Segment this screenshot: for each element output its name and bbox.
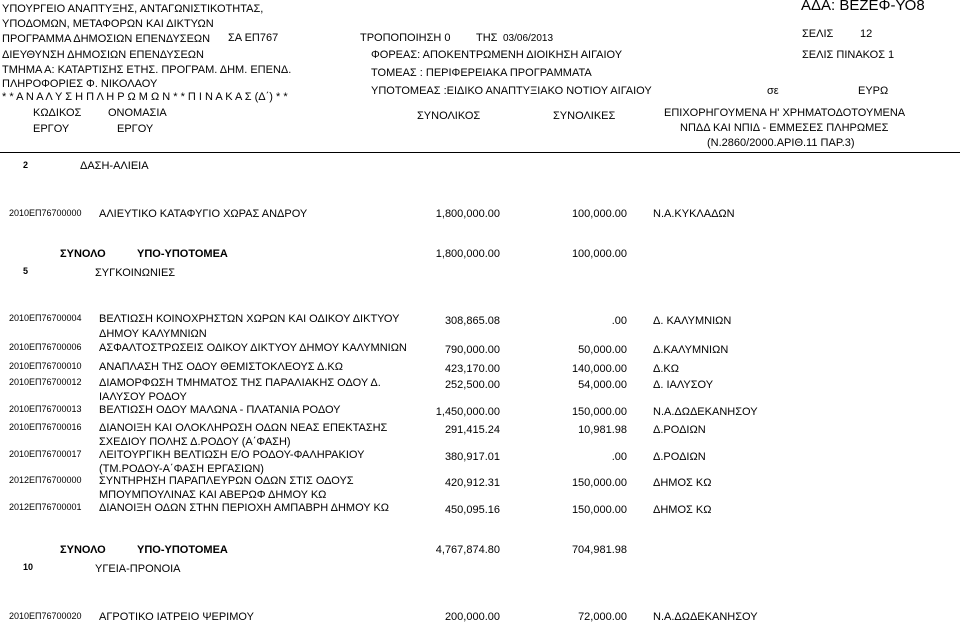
col-code-2: ΕΡΓΟΥ bbox=[33, 123, 70, 135]
row-total: 291,415.24 bbox=[444, 424, 500, 436]
section-number: 2 bbox=[23, 160, 29, 170]
row-code: 2010ΕΠ76700020 bbox=[9, 611, 82, 621]
col-name-1: ΟΝΟΜΑΣΙΑ bbox=[108, 107, 167, 119]
row-total: 200,000.00 bbox=[444, 611, 500, 623]
row-total: 252,500.00 bbox=[444, 379, 500, 391]
ministry-line-5: ΤΜΗΜΑ Α: ΚΑΤΑΡΤΙΣΗΣ ΕΤΗΣ. ΠΡΟΓΡΑΜ. ΔΗΜ. ΕΠΕΝΔ. bbox=[2, 64, 292, 76]
row-name: ΔΙΑΝΟΙΞΗ ΚΑΙ ΟΛΟΚΛΗΡΩΣΗ ΟΔΩΝ ΝΕΑΣ ΕΠΕΚΤΑΣΗΣ bbox=[99, 422, 388, 434]
row-payments: 10,981.98 bbox=[578, 424, 627, 436]
col-funded-1: ΕΠΙΧΟΡΗΓΟΥΜΕΝΑ Η' ΧΡΗΜΑΤΟΔΟΤΟΥΜΕΝΑ bbox=[664, 107, 906, 119]
row-name: ΛΕΙΤΟΥΡΓΙΚΗ ΒΕΛΤΙΩΣΗ Ε/Ο ΡΟΔΟΥ-ΦΑΛΗΡΑΚΙΟΥ bbox=[99, 449, 365, 461]
row-name: ΒΕΛΤΙΩΣΗ ΟΔΟΥ ΜΑΛΩΝΑ - ΠΛΑΤΑΝΙΑ ΡΟΔΟΥ bbox=[99, 404, 341, 416]
analysis-line: * * Α Ν Α Λ Υ Σ Η Π Λ Η Ρ Ω Μ Ω Ν * * Π Ι Ν Α Κ Α Σ (Δ΄) * * bbox=[2, 91, 288, 103]
row-name-cont: (ΤΜ.ΡΟΔΟΥ-Α΄ΦΑΣΗ ΕΡΓΑΣΙΩΝ) bbox=[99, 463, 264, 475]
row-payments: 50,000.00 bbox=[578, 344, 627, 356]
row-code: 2010ΕΠ76700010 bbox=[9, 361, 82, 371]
sa-code: ΣΑ ΕΠ767 bbox=[228, 32, 279, 44]
row-total: 420,912.31 bbox=[444, 477, 500, 489]
table-page-label: ΣΕΛΙΣ ΠΙΝΑΚΟΣ bbox=[802, 49, 886, 61]
row-code: 2012ΕΠ76700001 bbox=[9, 502, 82, 512]
row-total: 450,095.16 bbox=[444, 504, 500, 516]
ypotomeas-line: ΥΠΟΤΟΜΕΑΣ :ΕΙΔΙΚΟ ΑΝΑΠΤΥΞΙΑΚΟ ΝΟΤΙΟΥ ΑΙΓΑΙΟΥ bbox=[371, 85, 652, 97]
units-prefix: σε bbox=[767, 85, 779, 97]
ada-stamp: ΑΔΑ: ΒΕΖΕΦ-ΥΟ8 bbox=[801, 0, 925, 14]
sum-label: ΣΥΝΟΛΟ bbox=[60, 544, 106, 556]
row-beneficiary: Δ.ΡΟΔΙΩΝ bbox=[653, 424, 706, 436]
row-name: ΣΥΝΤΗΡΗΣΗ ΠΑΡΑΠΛΕΥΡΩΝ ΟΔΩΝ ΣΤΙΣ ΟΔΟΥΣ bbox=[99, 475, 354, 487]
sum-payments: 704,981.98 bbox=[571, 544, 627, 556]
col-name-2: ΕΡΓΟΥ bbox=[117, 123, 154, 135]
ministry-line-1: ΥΠΟΥΡΓΕΙΟ ΑΝΑΠΤΥΞΗΣ, ΑΝΤΑΓΩΝΙΣΤΙΚΟΤΗΤΑΣ, bbox=[2, 3, 264, 15]
row-code: 2010ΕΠ76700017 bbox=[9, 449, 82, 459]
ministry-line-4: ΔΙΕΥΘΥΝΣΗ ΔΗΜΟΣΙΩΝ ΕΠΕΝΔΥΣΕΩΝ bbox=[2, 49, 204, 61]
row-beneficiary: Δ.ΚΩ bbox=[653, 363, 679, 375]
row-total: 423,170.00 bbox=[444, 363, 500, 375]
row-beneficiary: Ν.Α.ΔΩΔΕΚΑΝΗΣΟΥ bbox=[653, 611, 758, 623]
row-payments: .00 bbox=[611, 315, 627, 327]
row-name: ΑΝΑΠΛΑΣΗ ΤΗΣ ΟΔΟΥ ΘΕΜΙΣΤΟΚΛΕΟΥΣ Δ.ΚΩ bbox=[99, 361, 343, 373]
row-code: 2010ΕΠ76700006 bbox=[9, 342, 82, 352]
date-value: 03/06/2013 bbox=[503, 33, 554, 44]
units-label: ΕΥΡΩ bbox=[858, 85, 889, 97]
foreas-line: ΦΟΡΕΑΣ: ΑΠΟΚΕΝΤΡΩΜΕΝΗ ΔΙΟΙΚΗΣΗ ΑΙΓΑΙΟΥ bbox=[371, 49, 623, 61]
page-label: ΣΕΛΙΣ bbox=[802, 28, 834, 40]
tomeas-line: ΤΟΜΕΑΣ : ΠΕΡΙΦΕΡΕΙΑΚΑ ΠΡΟΓΡΑΜΜΑΤΑ bbox=[371, 67, 592, 79]
row-code: 2012ΕΠ76700000 bbox=[9, 475, 82, 485]
sum-label: ΣΥΝΟΛΟ bbox=[60, 248, 106, 260]
section-name: ΥΓΕΙΑ-ΠΡΟΝΟΙΑ bbox=[95, 563, 181, 575]
sum-sub-label: ΥΠΟ-ΥΠΟΤΟΜΕΑ bbox=[137, 544, 228, 556]
col-code-1: ΚΩΔΙΚΟΣ bbox=[33, 107, 82, 119]
row-name-cont: ΔΗΜΟΥ ΚΑΛΥΜΝΙΩΝ bbox=[99, 328, 207, 340]
row-total: 1,450,000.00 bbox=[435, 406, 500, 418]
row-beneficiary: Ν.Α.ΔΩΔΕΚΑΝΗΣΟΥ bbox=[653, 406, 758, 418]
row-payments: 72,000.00 bbox=[578, 611, 627, 623]
col-totals: ΣΥΝΟΛΙΚΕΣ bbox=[553, 110, 616, 122]
section-number: 10 bbox=[23, 562, 34, 572]
row-payments: 140,000.00 bbox=[571, 363, 627, 375]
row-code: 2010ΕΠ76700000 bbox=[9, 208, 82, 218]
row-code: 2010ΕΠ76700012 bbox=[9, 377, 82, 387]
row-name-cont: ΣΧΕΔΙΟΥ ΠΟΛΗΣ Δ.ΡΟΔΟΥ (Α΄ΦΑΣΗ) bbox=[99, 436, 291, 448]
ministry-line-2: ΥΠΟΔΟΜΩΝ, ΜΕΤΑΦΟΡΩΝ ΚΑΙ ΔΙΚΤΥΩΝ bbox=[2, 18, 214, 30]
section-number: 5 bbox=[23, 266, 29, 276]
row-payments: 54,000.00 bbox=[578, 379, 627, 391]
page-number: 12 bbox=[860, 28, 873, 40]
section-name: ΣΥΓΚΟΙΝΩΝΙΕΣ bbox=[95, 267, 176, 279]
row-total: 790,000.00 bbox=[444, 344, 500, 356]
row-total: 308,865.08 bbox=[444, 315, 500, 327]
row-beneficiary: ΔΗΜΟΣ ΚΩ bbox=[653, 504, 712, 516]
row-name: ΔΙΑΜΟΡΦΩΣΗ ΤΜΗΜΑΤΟΣ ΤΗΣ ΠΑΡΑΛΙΑΚΗΣ ΟΔΟΥ Δ. bbox=[99, 377, 381, 389]
row-beneficiary: Δ. ΚΑΛΥΜΝΙΩΝ bbox=[653, 315, 732, 327]
row-name: ΑΛΙΕΥΤΙΚΟ ΚΑΤΑΦΥΓΙΟ ΧΩΡΑΣ ΑΝΔΡΟΥ bbox=[99, 208, 308, 220]
row-name: ΔΙΑΝΟΙΞΗ ΟΔΩΝ ΣΤΗΝ ΠΕΡΙΟΧΗ ΑΜΠΑΒΡΗ ΔΗΜΟΥ ΚΩ bbox=[99, 502, 390, 514]
row-code: 2010ΕΠ76700016 bbox=[9, 422, 82, 432]
col-total: ΣΥΝΟΛΙΚΟΣ bbox=[417, 110, 481, 122]
row-beneficiary: Δ.ΚΑΛΥΜΝΙΩΝ bbox=[653, 344, 729, 356]
row-name-cont: ΜΠΟΥΜΠΟΥΛΙΝΑΣ ΚΑΙ ΑΒΕΡΩΦ ΔΗΜΟΥ ΚΩ bbox=[99, 489, 327, 501]
row-name: ΒΕΛΤΙΩΣΗ ΚΟΙΝΟΧΡΗΣΤΩΝ ΧΩΡΩΝ ΚΑΙ ΟΔΙΚΟΥ ΔΙΚΤΥΟΥ bbox=[99, 313, 400, 325]
row-payments: 150,000.00 bbox=[571, 504, 627, 516]
row-beneficiary: ΔΗΜΟΣ ΚΩ bbox=[653, 477, 712, 489]
row-total: 1,800,000.00 bbox=[435, 208, 500, 220]
row-payments: 150,000.00 bbox=[571, 477, 627, 489]
row-payments: .00 bbox=[611, 451, 627, 463]
table-page-number: 1 bbox=[888, 49, 895, 61]
row-total: 380,917.01 bbox=[444, 451, 500, 463]
row-beneficiary: Ν.Α.ΚΥΚΛΑΔΩΝ bbox=[653, 208, 735, 220]
row-name-cont: ΙΑΛΥΣΟΥ ΡΟΔΟΥ bbox=[99, 391, 187, 403]
modification-label: ΤΡΟΠΟΠΟΙΗΣΗ 0 bbox=[360, 32, 451, 44]
row-code: 2010ΕΠ76700004 bbox=[9, 313, 82, 323]
row-name: ΑΣΦΑΛΤΟΣΤΡΩΣΕΙΣ ΟΔΙΚΟΥ ΔΙΚΤΥΟΥ ΔΗΜΟΥ ΚΑΛΥΜΝΙΩΝ bbox=[99, 342, 407, 354]
ministry-line-6: ΠΛΗΡΟΦΟΡΙΕΣ Φ. ΝΙΚΟΛΑΟΥ bbox=[2, 78, 158, 90]
row-payments: 150,000.00 bbox=[571, 406, 627, 418]
header-rule bbox=[0, 152, 960, 153]
row-beneficiary: Δ.ΡΟΔΙΩΝ bbox=[653, 451, 706, 463]
date-label: ΤΗΣ bbox=[476, 32, 498, 44]
col-funded-3: (Ν.2860/2000.ΑΡΙΘ.11 ΠΑΡ.3) bbox=[707, 137, 855, 149]
row-name: ΑΓΡΟΤΙΚΟ ΙΑΤΡΕΙΟ ΨΕΡΙΜΟΥ bbox=[99, 611, 254, 623]
row-code: 2010ΕΠ76700013 bbox=[9, 404, 82, 414]
sum-total: 1,800,000.00 bbox=[435, 248, 500, 260]
sum-total: 4,767,874.80 bbox=[435, 544, 500, 556]
col-funded-2: ΝΠΔΔ ΚΑΙ ΝΠΙΔ - ΕΜΜΕΣΕΣ ΠΛΗΡΩΜΕΣ bbox=[680, 122, 889, 134]
ministry-line-3: ΠΡΟΓΡΑΜΜΑ ΔΗΜΟΣΙΩΝ ΕΠΕΝΔΥΣΕΩΝ bbox=[2, 33, 211, 45]
row-payments: 100,000.00 bbox=[571, 208, 627, 220]
section-name: ΔΑΣΗ-ΑΛΙΕΙΑ bbox=[80, 160, 149, 172]
row-beneficiary: Δ. ΙΑΛΥΣΟΥ bbox=[653, 379, 714, 391]
sum-sub-label: ΥΠΟ-ΥΠΟΤΟΜΕΑ bbox=[137, 248, 228, 260]
sum-payments: 100,000.00 bbox=[571, 248, 627, 260]
